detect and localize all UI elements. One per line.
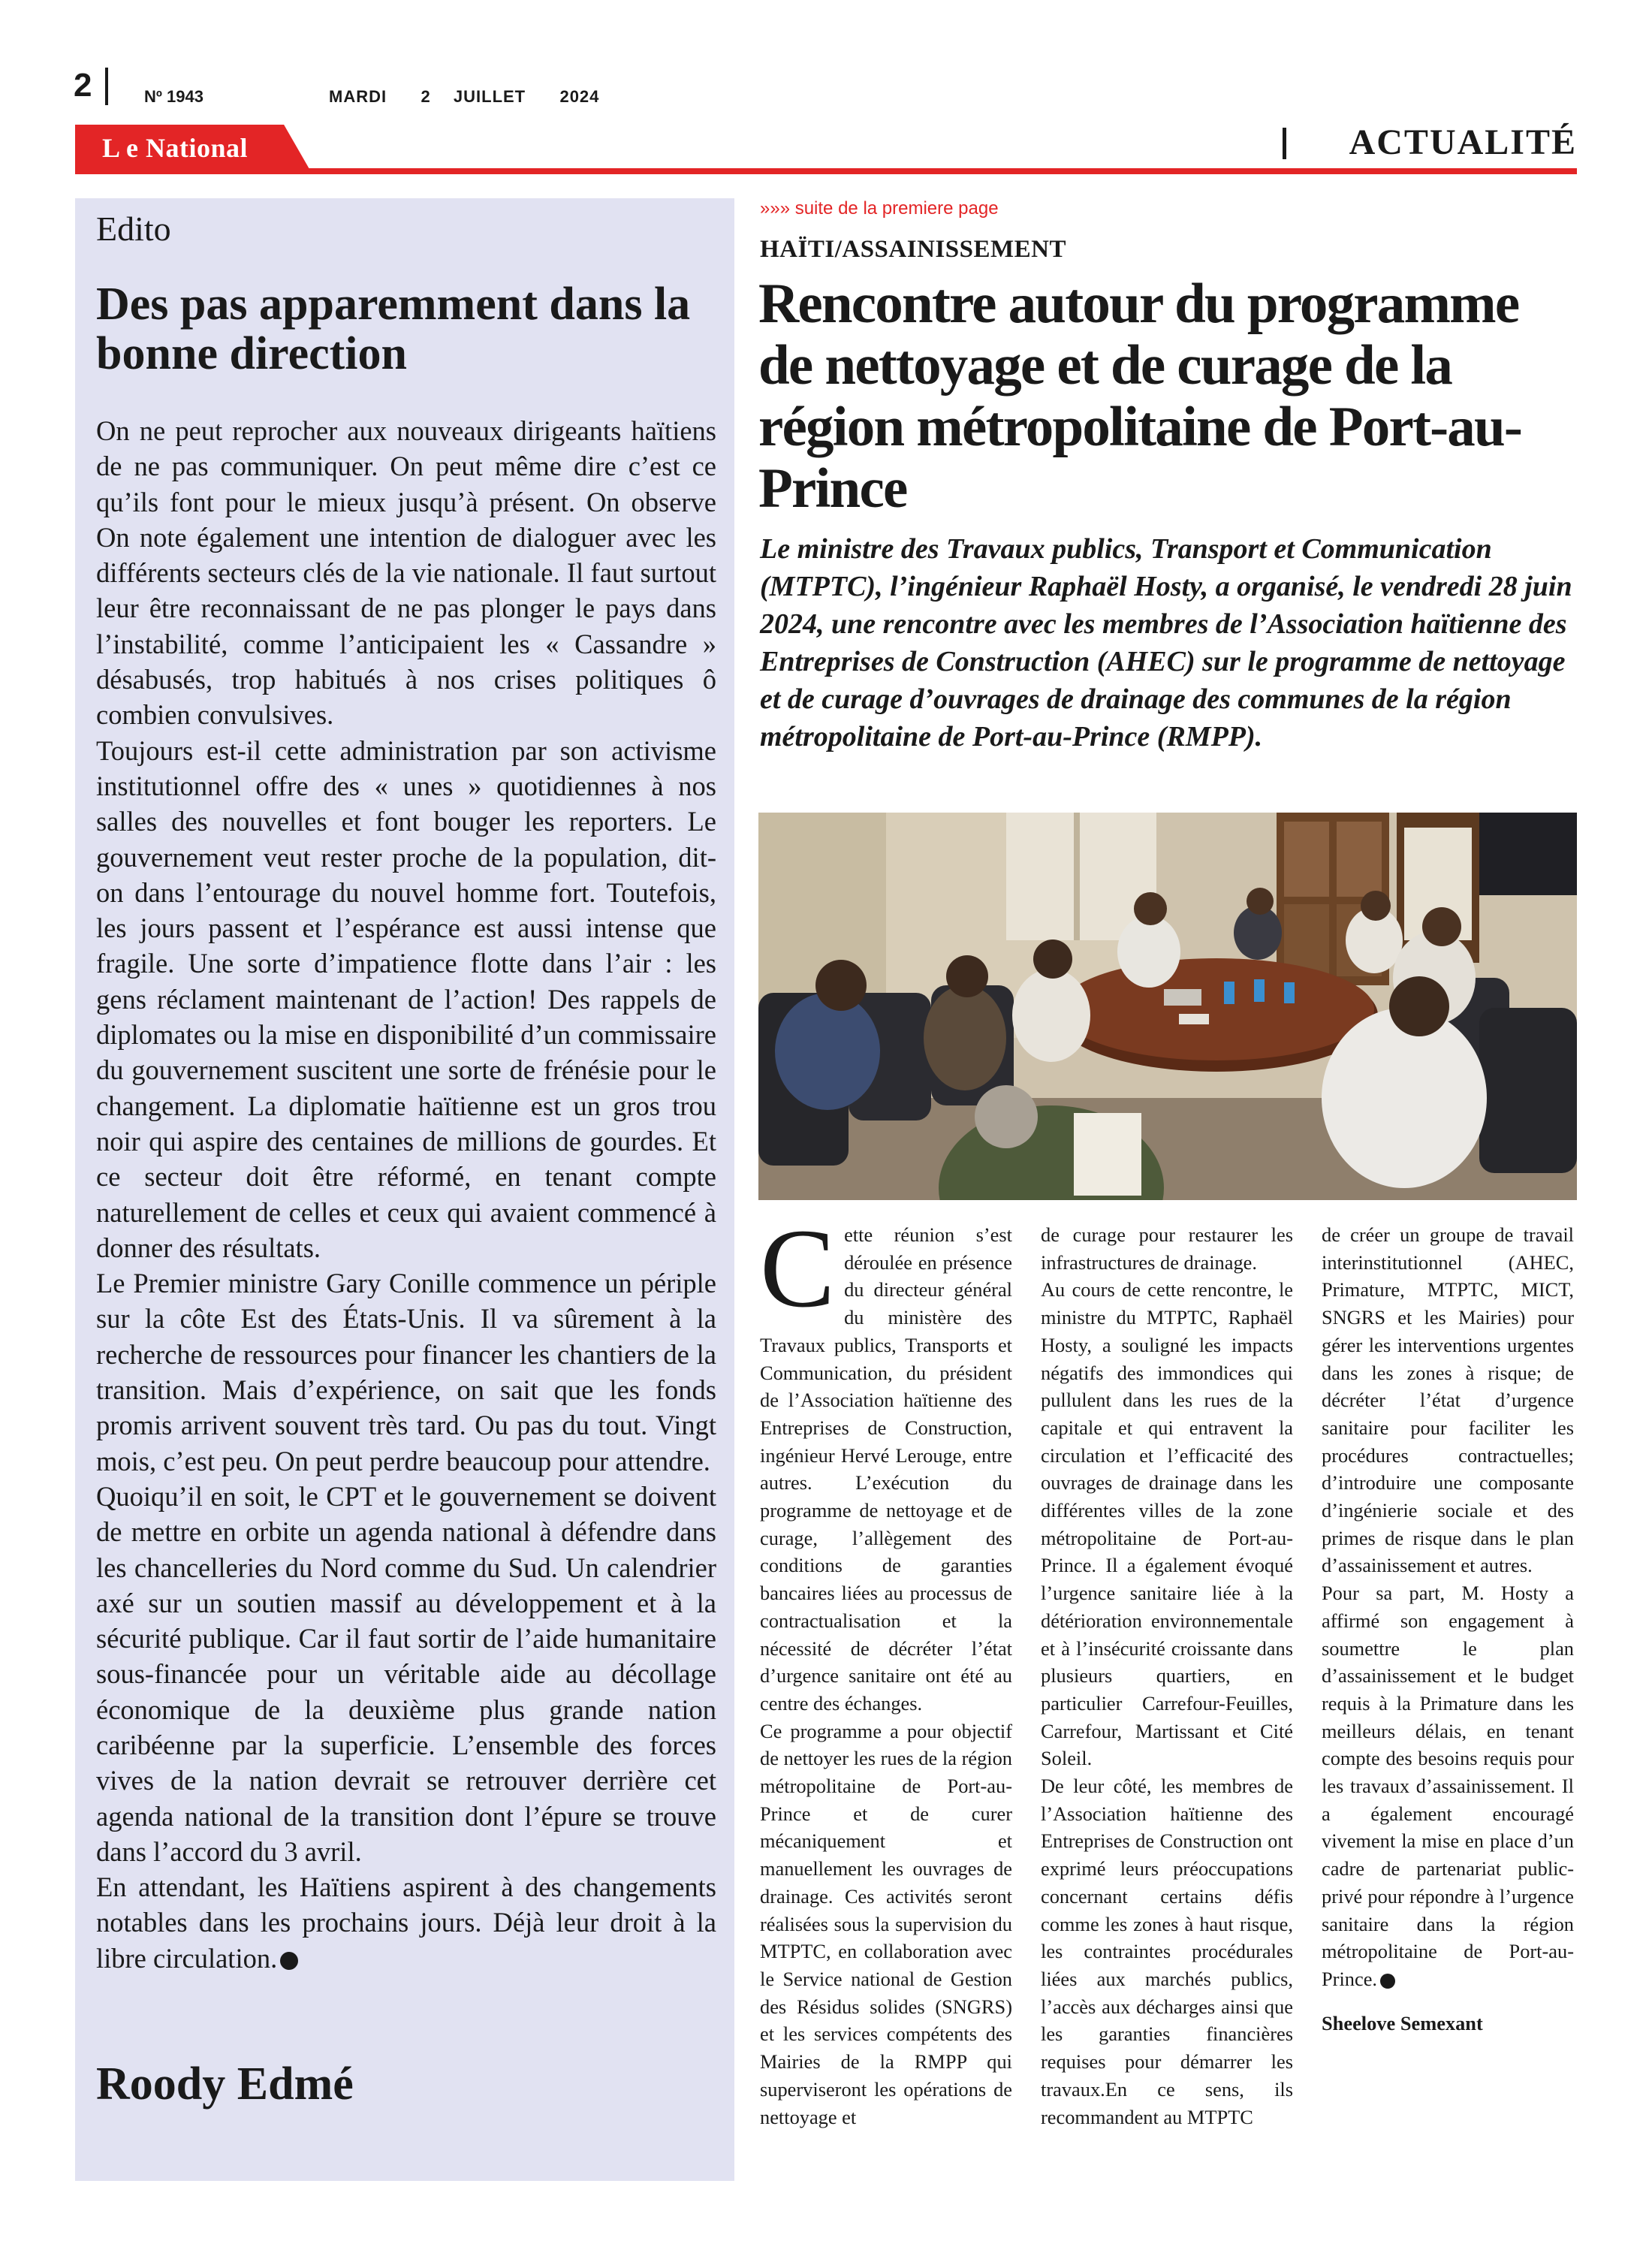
end-of-article-icon [1380, 1974, 1395, 1989]
meeting-photo [758, 813, 1577, 1200]
page-number: 2 [74, 67, 92, 104]
edito-paragraph: On ne peut reprocher aux nouveaux dirigeants haïtiens de ne pas communiquer. On peut même dire c’est ce qu’ils font pour le mieux jusqu’à présent. On observe On note également une intention de dialoguer avec les différents secteurs clés de la vie nationale. Il faut surtout leur être reconnaissant de ne pas plonger le pays dans l’instabilité, comme l’anticipaient les « Cassandre » désabusés, trop habitués à nos crises politiques ô combien convulsives. [96, 415, 716, 731]
article-paragraph: de créer un groupe de travail interinstitutionnel (AHEC, Primature, MTPTC, MICT, SNGRS et les Mairies) pour gérer les interventions urgentes dans les zones à risque; de décréter l’état d’urgence sanitaire pour faciliter les procédures contractuelles; d’introduire une composante d’ingénierie sociale et des primes de risque dans le plan d’assainissement et autres. [1322, 1223, 1574, 1577]
edito-paragraph: Toujours est-il cette administration par son activisme institutionnel offre des « unes » quotidiennes à nos salles des nouvelles et font bouger les reporters. Le gouvernement veut rester proche de la population, dit-on dans l’entourage du nouvel homme fort. Toutefois, les jours passent et l’espérance est aussi intense que fragile. Une sorte d’impatience flotte dans l’air : les gens réclament maintenant de l’action! Des rappels de diplomates ou la mise en disponibilité d’un commissaire du gouvernement suscitent une sorte de frénésie pour le changement. La diplomatie haïtienne est un gros trou noir qui aspire des centaines de millions de gourdes. Et ce secteur doit être réformé, en tenant compte naturellement de celles et ceux qui avaient commencé à donner des résultats. [96, 734, 716, 1263]
article-paragraph-text: Pour sa part, M. Hosty a affirmé son engagement à soumettre le plan d’assainissement et le budget requis à la Primature dans les meilleurs délais, en tenant compte des besoins requis pour les travaux d’assainissement. Il a également encouragé vivement la mise en place d’un cadre de partenariat public-privé pour répondre à l’urgence sanitaire dans la région métropolitaine de Port-au-Prince. [1322, 1582, 1574, 1990]
article-author: Sheelove Semexant [1322, 2011, 1483, 2034]
article-column-1 [760, 1206, 1012, 2131]
article-paragraph: Ce programme a pour objectif de nettoyer les rues de la région métropolitaine de Port-au-Prince et de curer mécaniquement et manuellement les ouvrages de drainage. Ces activités seront réalisées sous la supervision du MTPTC, en collaboration avec le Service national de Gestion des Résidus solides (SNGRS) et les services compétents des Mairies de la RMPP qui superviseront les opérations de nettoyage et [760, 1719, 1012, 2128]
article-paragraph-last [1322, 1579, 1574, 1993]
section-label: ACTUALITÉ [1349, 122, 1577, 162]
edito-paragraph: Le Premier ministre Gary Conille commence un périple sur la côte Est des États-Unis. Il va sûrement à la recherche de ressources pour financer les chantiers de la transition. Mais d’expérience, on sait que les fonds promis arrivent souvent très tard. Ou pas du tout. Vingt mois, c’est peu. On peut perdre beaucoup pour attendre. [96, 1268, 716, 1476]
article-paragraph-text: ette réunion s’est déroulée en présence du directeur général du ministère des Travaux publics, Transports et Communication, du président de l’Association haïtienne des Entreprises de Construction, ingénieur Hervé Lerouge, entre autres. L’exécution du programme de nettoyage et de curage, l’allègement des conditions de garanties bancaires liées au processus de contractualisation et la nécessité de décréter l’état d’urgence sanitaire ont été au centre des échanges. [760, 1223, 1012, 1715]
meeting-photo-illustration [758, 813, 1577, 1200]
edito-paragraph-last [96, 1869, 716, 1976]
article-column-2 [1041, 1221, 1293, 2131]
article-paragraph: de curage pour restaurer les infrastructures de drainage. [1041, 1223, 1293, 1274]
end-of-article-icon [280, 1952, 298, 1970]
edito-kicker: Edito [96, 210, 171, 248]
publication-date: MARDI 2 JUILLET 2024 [329, 87, 600, 106]
masthead-logo: L e National [102, 133, 249, 163]
article-lead: Le ministre des Travaux publics, Transport et Communication (MTPTC), l’ingénieur Raphaël Hosty, a organisé, le vendredi 28 juin 2024, une rencontre avec les membres de l’Association haïtienne des Entreprises de Construction (AHEC) sur le programme de nettoyage et de curage d’ouvrages de drainage des communes de la région métropolitaine de Port-au-Prince (RMPP). [760, 533, 1572, 753]
edito-title: Des pas apparemment dans la bonne direction [96, 279, 691, 379]
issue-number: Nº 1943 [144, 87, 203, 106]
edito-paragraph-text: En attendant, les Haïtiens aspirent à des changements notables dans les prochains jours. Déjà leur droit à la libre circulation. [96, 1871, 716, 1974]
edito-author: Roody Edmé [96, 2058, 354, 2110]
article-headline: Rencontre autour du programme de nettoyage et de curage de la région métropolitaine de Port-au-Prince [758, 273, 1522, 520]
edito-body [96, 413, 716, 1976]
article-rubric: HAÏTI/ASSAINISSEMENT [760, 236, 1066, 263]
article-column-3 [1322, 1221, 1574, 2037]
page-number-divider [105, 68, 108, 105]
article-paragraph: Au cours de cette rencontre, le ministre du MTPTC, Raphaël Hosty, a souligné les impacts négatifs des immondices qui pullulent dans les rues de la capitale et qui entravent la circulation et l’efficacité des ouvrages de drainage dans les différentes villes de la zone métropolitaine de Port-au-Prince. Il a également évoqué l’urgence sanitaire liée à la détérioration environnementale et à l’insécurité croissante dans plusieurs quartiers, en particulier Carrefour-Feuilles, Carrefour, Martissant et Cité Soleil. [1041, 1278, 1293, 1770]
continued-from-front-page: »»» suite de la premiere page [760, 198, 999, 219]
drop-cap: C [760, 1206, 836, 1331]
edito-paragraph: Quoiqu’il en soit, le CPT et le gouvernement se doivent de mettre en orbite un agenda national à défendre dans les chancelleries du Nord comme du Sud. Un calendrier axé sur un soutien massif au développement et à la sécurité publique. Car il faut sortir de l’aide humanitaire sous-financée pour un véritable aide au décollage économique de la deuxième plus grande nation caribéenne par la superficie. L’ensemble des forces vives de la nation devrait se retrouver derrière cet agenda national de la transition dont l’épure se trouve dans l’accord du 3 avril. [96, 1480, 716, 1867]
section-divider [1283, 128, 1286, 159]
article-paragraph [760, 1206, 1012, 1718]
article-paragraph: De leur côté, les membres de l’Association haïtienne des Entreprises de Construction ont exprimé leurs préoccupations concernant certains défis comme les zones à haut risque, les contraintes procédurales liées aux marchés publics, l’accès aux décharges ainsi que les garanties financières requises pour démarrer les travaux.En ce sens, ils recommandent au MTPTC [1041, 1775, 1293, 2128]
